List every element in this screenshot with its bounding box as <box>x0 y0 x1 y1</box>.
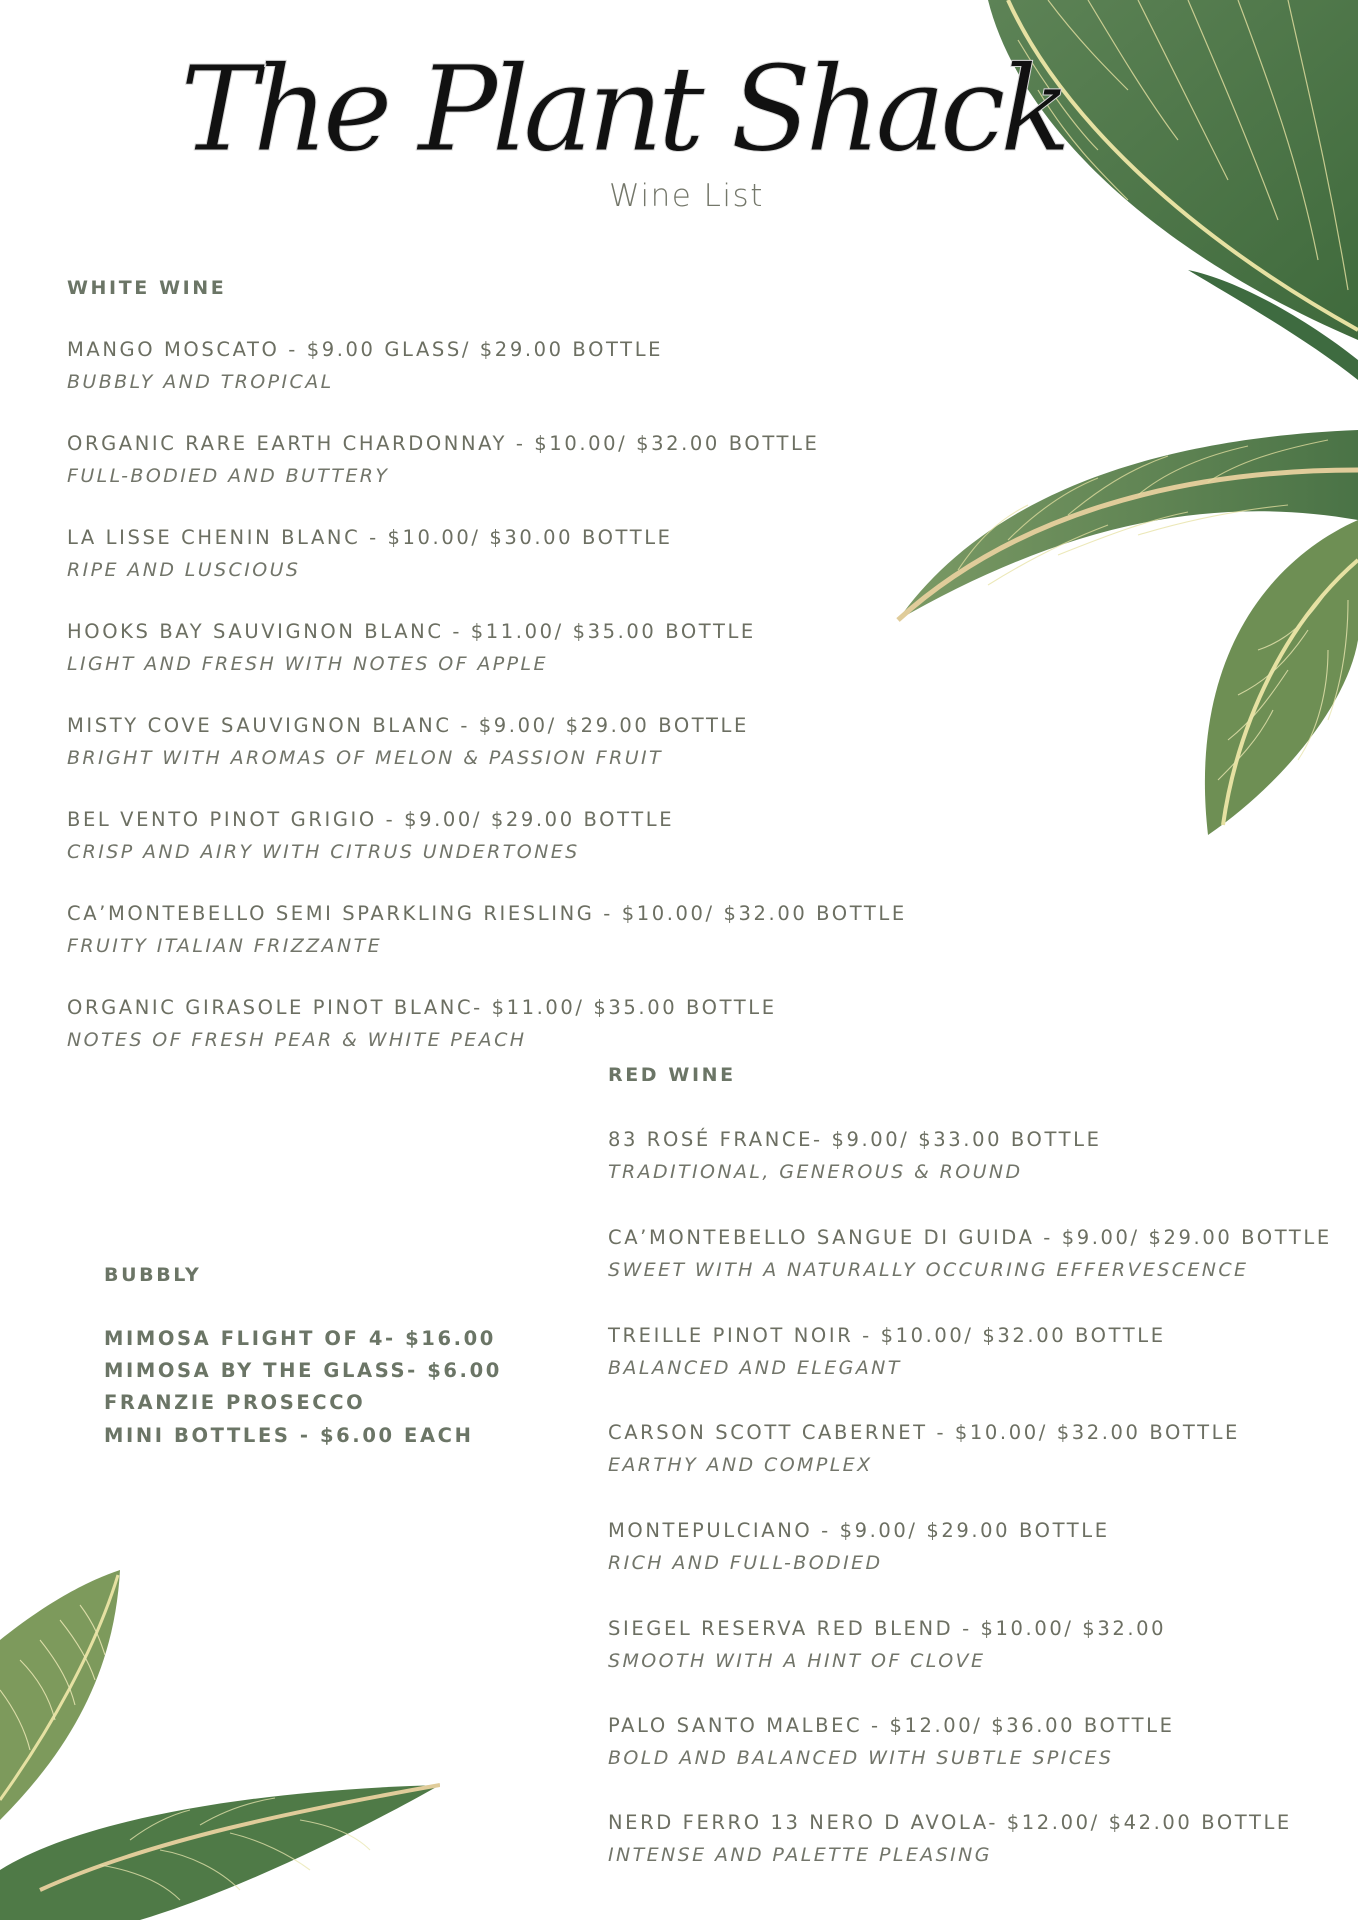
red-wine-item <box>608 1519 1110 1575</box>
wine-name-price: MISTY COVE SAUVIGNON BLANC - $9.00/ $29.00 BOTTLE <box>67 714 749 737</box>
white-wine-item <box>67 620 756 676</box>
wine-name-price: CA’MONTEBELLO SEMI SPARKLING RIESLING - $10.00/ $32.00 BOTTLE <box>67 902 907 925</box>
white-wine-item <box>67 714 749 770</box>
white-wine-item <box>67 338 663 394</box>
white-wine-item <box>67 996 777 1052</box>
page-subtitle: Wine List <box>609 178 764 214</box>
wine-tasting-note: NOTES OF FRESH PEAR & WHITE PEACH <box>67 1029 527 1051</box>
white-wine-item <box>67 808 674 864</box>
red-wine-item <box>608 1714 1175 1770</box>
bubbly-heading: BUBBLY <box>104 1264 202 1286</box>
wine-name-price: PALO SANTO MALBEC - $12.00/ $36.00 BOTTLE <box>608 1714 1175 1737</box>
wine-tasting-note: BOLD AND BALANCED WITH SUBTLE SPICES <box>608 1747 1114 1769</box>
wine-name-price: MANGO MOSCATO - $9.00 GLASS/ $29.00 BOTTLE <box>67 338 664 361</box>
wine-tasting-note: EARTHY AND COMPLEX <box>608 1454 873 1476</box>
wine-tasting-note: FULL-BODIED AND BUTTERY <box>67 465 390 487</box>
wine-name-price: CARSON SCOTT CABERNET - $10.00/ $32.00 BOTTLE <box>608 1421 1240 1444</box>
red-wine-item <box>608 1421 1240 1477</box>
wine-name-price: SIEGEL RESERVA RED BLEND - $10.00/ $32.00 <box>608 1617 1167 1640</box>
white-wine-item <box>67 526 673 582</box>
white-wine-item <box>67 432 819 488</box>
red-wine-item <box>608 1811 1292 1867</box>
wine-name-price: 83 ROSÉ FRANCE- $9.00/ $33.00 BOTTLE <box>608 1128 1102 1151</box>
leaf-illustration-bottom-left <box>0 1570 440 1920</box>
wine-name-price: ORGANIC GIRASOLE PINOT BLANC- $11.00/ $35.00 BOTTLE <box>67 996 777 1019</box>
bubbly-item: MIMOSA FLIGHT OF 4- $16.00 <box>104 1327 496 1350</box>
wine-name-price: NERD FERRO 13 NERO D AVOLA- $12.00/ $42.00 BOTTLE <box>608 1811 1292 1834</box>
white-wine-item <box>67 902 907 958</box>
wine-name-price: HOOKS BAY SAUVIGNON BLANC - $11.00/ $35.00 BOTTLE <box>67 620 756 643</box>
red-wine-item <box>608 1128 1102 1184</box>
wine-tasting-note: BALANCED AND ELEGANT <box>608 1357 902 1379</box>
wine-tasting-note: TRADITIONAL, GENEROUS & ROUND <box>608 1161 1023 1183</box>
red-wine-item <box>608 1617 1166 1673</box>
wine-tasting-note: SWEET WITH A NATURALLY OCCURING EFFERVESCENCE <box>608 1259 1249 1281</box>
wine-tasting-note: SMOOTH WITH A HINT OF CLOVE <box>608 1650 986 1672</box>
wine-tasting-note: BUBBLY AND TROPICAL <box>67 371 334 393</box>
wine-name-price: ORGANIC RARE EARTH CHARDONNAY - $10.00/ $32.00 BOTTLE <box>67 432 820 455</box>
bubbly-item: MIMOSA BY THE GLASS- $6.00 <box>104 1359 502 1382</box>
wine-name-price: LA LISSE CHENIN BLANC - $10.00/ $30.00 BOTTLE <box>67 526 673 549</box>
wine-tasting-note: LIGHT AND FRESH WITH NOTES OF APPLE <box>67 653 548 675</box>
wine-name-price: MONTEPULCIANO - $9.00/ $29.00 BOTTLE <box>608 1519 1110 1542</box>
wine-name-price: CA’MONTEBELLO SANGUE DI GUIDA - $9.00/ $29.00 BOTTLE <box>608 1226 1332 1249</box>
logo-text: The Plant Shack <box>180 40 1066 178</box>
wine-tasting-note: INTENSE AND PALETTE PLEASING <box>608 1844 992 1866</box>
red-wine-item <box>608 1324 1166 1380</box>
wine-tasting-note: CRISP AND AIRY WITH CITRUS UNDERTONES <box>67 841 580 863</box>
red-wine-item <box>608 1226 1332 1282</box>
wine-tasting-note: RICH AND FULL-BODIED <box>608 1552 883 1574</box>
wine-name-price: TREILLE PINOT NOIR - $10.00/ $32.00 BOTTLE <box>608 1324 1166 1347</box>
red-wine-heading: RED WINE <box>608 1064 736 1086</box>
bubbly-item: FRANZIE PROSECCO <box>104 1391 366 1414</box>
bubbly-item: MINI BOTTLES - $6.00 EACH <box>104 1424 474 1447</box>
wine-tasting-note: FRUITY ITALIAN FRIZZANTE <box>67 935 382 957</box>
wine-tasting-note: BRIGHT WITH AROMAS OF MELON & PASSION FRUIT <box>67 747 664 769</box>
white-wine-heading: WHITE WINE <box>67 277 227 299</box>
wine-tasting-note: RIPE AND LUSCIOUS <box>67 559 301 581</box>
wine-name-price: BEL VENTO PINOT GRIGIO - $9.00/ $29.00 BOTTLE <box>67 808 675 831</box>
